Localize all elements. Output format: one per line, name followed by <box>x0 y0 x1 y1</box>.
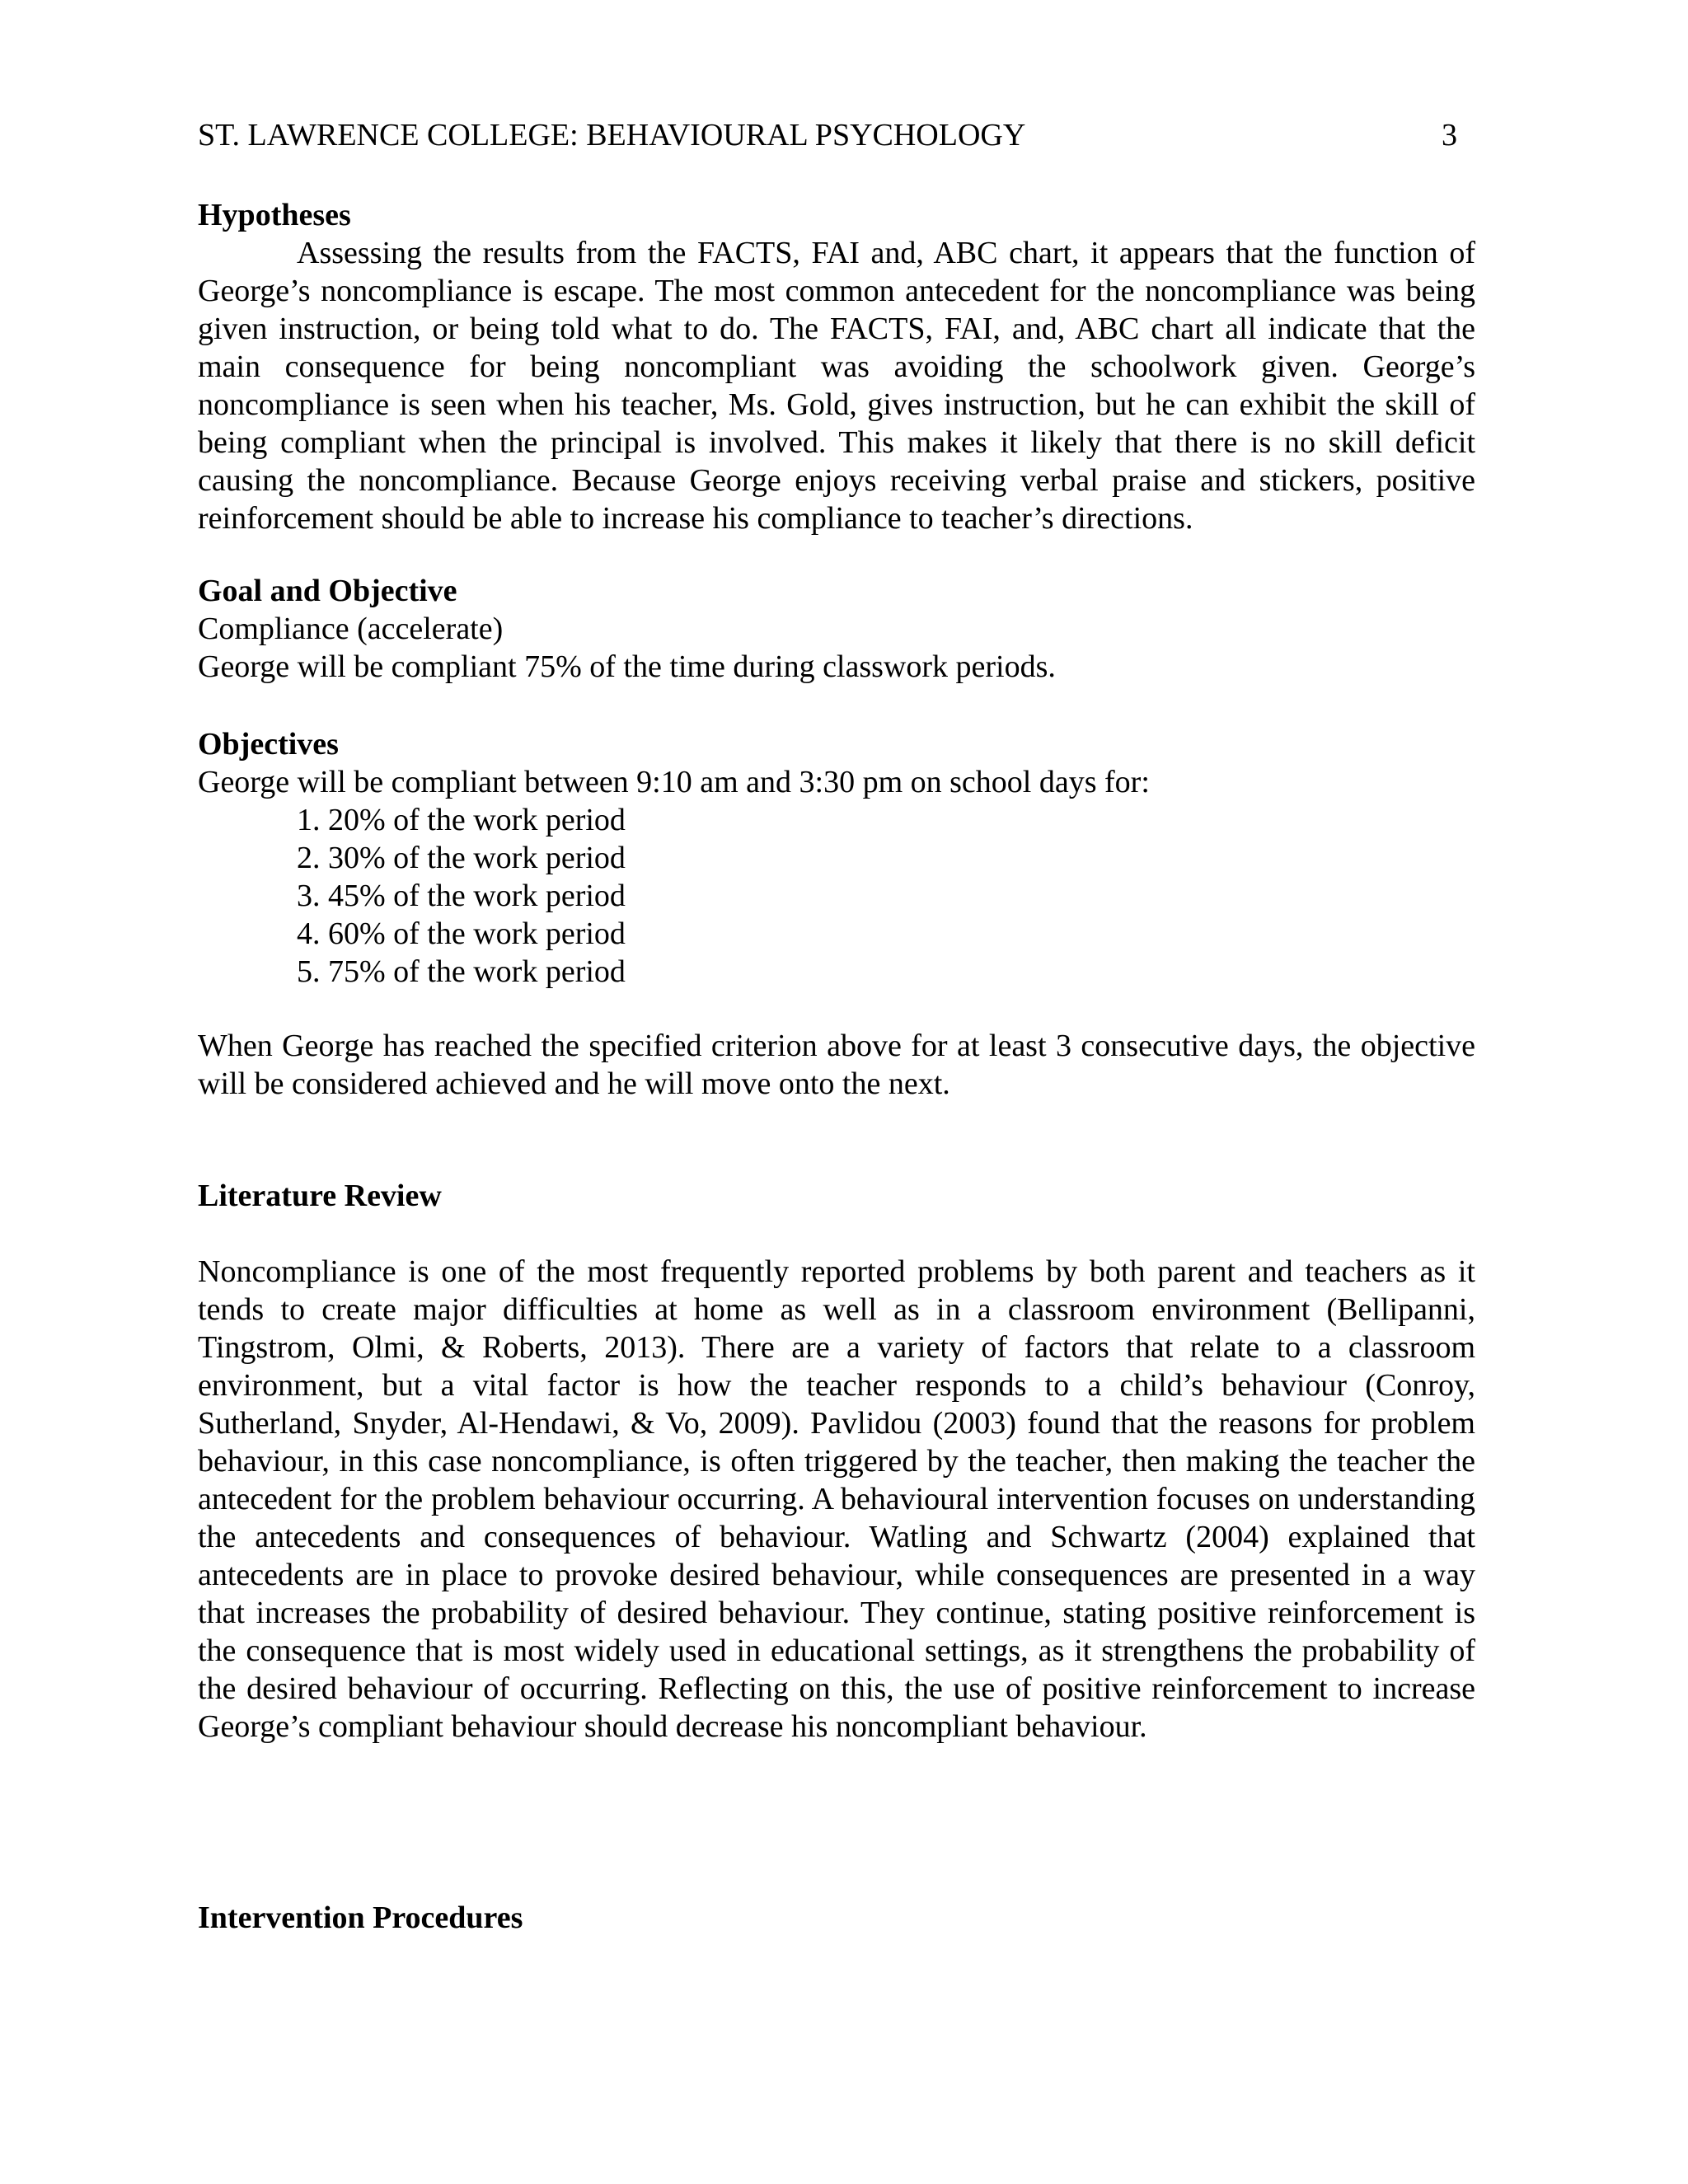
goal-heading: Goal and Objective <box>198 574 457 608</box>
page-number: 3 <box>1442 118 1457 152</box>
running-head-title: ST. LAWRENCE COLLEGE: BEHAVIOURAL PSYCHOLOGY <box>198 118 1026 152</box>
objectives-list <box>198 801 1475 991</box>
intervention-section <box>198 1899 1475 1937</box>
objective-item: 4. 60% of the work period <box>297 916 626 951</box>
objectives-closing: When George has reached the specified criterion above for at least 3 consecutive days, the objective will be considered achieved and he will move onto the next. <box>198 1029 1475 1101</box>
literature-section <box>198 1177 1475 1215</box>
intervention-heading: Intervention Procedures <box>198 1900 523 1935</box>
objective-item: 1. 20% of the work period <box>297 803 626 837</box>
objective-item: 3. 45% of the work period <box>297 879 626 913</box>
hypotheses-paragraph: Assessing the results from the FACTS, FAI and, ABC chart, it appears that the function of George’s noncompliance is escape. The most common antecedent for the noncompliance was being given instruction, or being told what to do. The FACTS, FAI, and, ABC chart all indicate that the main consequence for being noncompliant was avoiding the schoolwork given. George’s noncompliance is seen when his teacher, Ms. Gold, gives instruction, but he can exhibit the skill of being compliant when the principal is involved. This makes it likely that there is no skill deficit causing the noncompliance. Because George enjoys receiving verbal praise and stickers, positive reinforcement should be able to increase his compliance to teacher’s directions. <box>198 236 1475 536</box>
objectives-intro: George will be compliant between 9:10 am and 3:30 pm on school days for: <box>198 765 1150 799</box>
literature-heading: Literature Review <box>198 1179 442 1213</box>
hypotheses-heading: Hypotheses <box>198 198 351 232</box>
goal-line-behaviour: Compliance (accelerate) <box>198 612 504 646</box>
hypotheses-section <box>198 196 1475 537</box>
objective-item: 5. 75% of the work period <box>297 954 626 989</box>
goal-section <box>198 572 1475 686</box>
objectives-heading: Objectives <box>198 727 339 762</box>
objectives-section <box>198 725 1475 991</box>
objectives-closing-section <box>198 1027 1475 1103</box>
literature-body-section <box>198 1253 1475 1746</box>
goal-line-statement: George will be compliant 75% of the time during classwork periods. <box>198 649 1056 684</box>
objective-item: 2. 30% of the work period <box>297 841 626 875</box>
literature-paragraph: Noncompliance is one of the most frequently reported problems by both parent and teachers as it tends to create major difficulties at home as well as in a classroom environment (Bellipanni, Tingstrom, Olmi, & Roberts, 2013). There are a variety of factors that relate to a classroom environment, but a vital factor is how the teacher responds to a child’s behaviour (Conroy, Sutherland, Snyder, Al-Hendawi, & Vo, 2009). Pavlidou (2003) found that the reasons for problem behaviour, in this case noncompliance, is often triggered by the teacher, then making the teacher the antecedent for the problem behaviour occurring. A behavioural intervention focuses on understanding the antecedents and consequences of behaviour. Watling and Schwartz (2004) explained that antecedents are in place to provoke desired behaviour, while consequences are presented in a way that increases the probability of desired behaviour. They continue, stating positive reinforcement is the consequence that is most widely used in educational settings, as it strengthens the probability of the desired behaviour of occurring. Reflecting on this, the use of positive reinforcement to increase George’s compliant behaviour should decrease his noncompliant behaviour. <box>198 1254 1475 1744</box>
running-head <box>198 115 1457 155</box>
